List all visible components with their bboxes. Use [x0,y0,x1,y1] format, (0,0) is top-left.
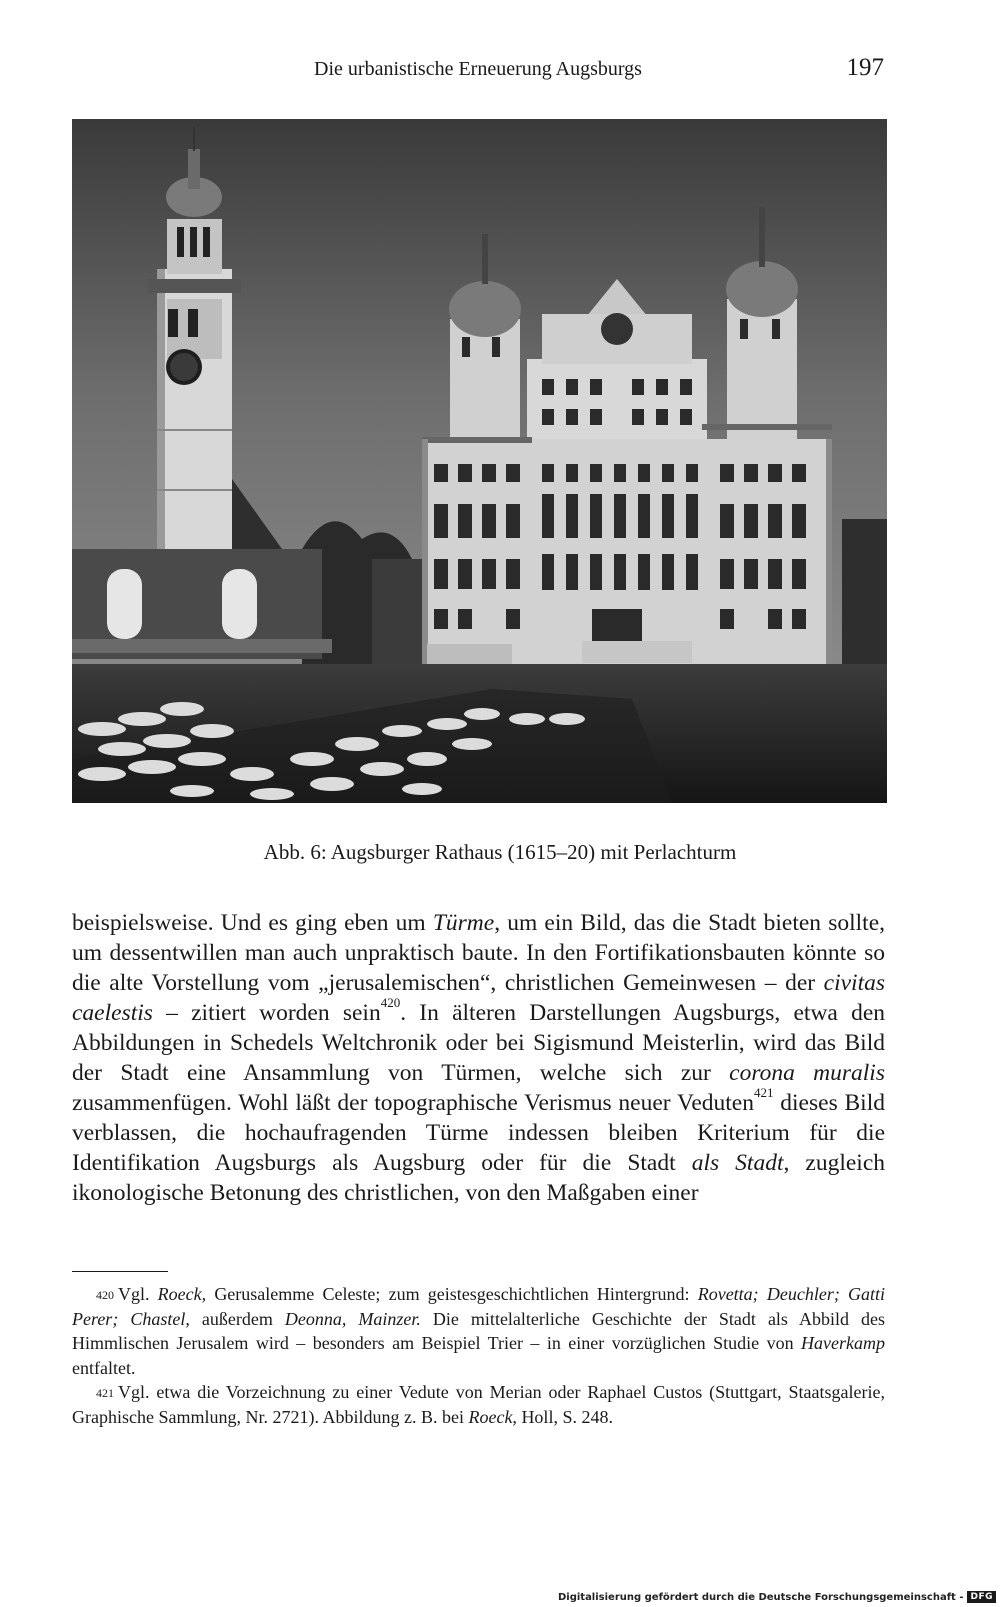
digitization-note: Digitalisierung gefördert durch die Deutsche Forschungsgemeinschaft - [557,1591,964,1603]
text-span: außerdem [189,1308,285,1329]
italic-term: als Stadt [691,1150,784,1176]
text-span: Die mittelalterliche Geschichte der Stadt als Abbild des Himmlischen Jerusalem wird – besonders am Beispiel Trier – in einer vorzüglichen Studie von [72,1308,885,1353]
footnote-number: 421 [96,1386,114,1400]
footnote-420 [72,1282,885,1380]
text-span: , um ein Bild, das die Stadt bieten sollte, um dessentwillen man auch unpraktisch baute. In den Fortifikationsbauten könnte so die alte Vorstellung vom „jerusalemischen“, christlichen Gemeinwesen – der [72,910,885,996]
text-span: zusammenfügen. Wohl läßt der topographische Verismus neuer Veduten [72,1090,754,1116]
italic-author: Haverkamp [801,1333,885,1353]
dfg-logo: DFG [967,1591,996,1603]
text-span: Vgl. etwa die Vorzeichnung zu einer Vedute von Merian oder Raphael Custos (Stuttgart, Staatsgalerie, Graphische Sammlung, Nr. 2721). Abbildung z. B. bei [72,1382,885,1427]
text-span: Gerusalemme Celeste; zum geistesgeschichtlichen Hintergrund: [206,1284,698,1304]
rathaus-photo [72,119,887,803]
figure-caption: Abb. 6: Augsburger Rathaus (1615–20) mit Perlachturm [263,840,737,864]
footnote-ref[interactable]: 420 [380,995,401,1010]
text-span: Holl, S. 248. [516,1406,613,1427]
figure-photograph [72,119,887,803]
footnotes [72,1282,885,1429]
italic-term: corona muralis [729,1060,885,1086]
text-span: – zitiert worden sein [152,1000,381,1026]
italic-author: Deonna, Mainzer. [284,1308,421,1329]
text-span: Vgl. [118,1284,158,1304]
italic-term: civitas caelestis [72,970,885,1026]
footnote-421 [72,1380,885,1429]
footnote-ref[interactable]: 421 [753,1085,774,1100]
italic-author: Rovetta; Deuchler; Gatti Perer; Chastel, [72,1284,885,1329]
text-span: dieses Bild verblassen, die hochaufragenden Türme indessen bleiben Kriterium für die Identifikation Augsburgs als Augsburg oder für die Stadt [72,1090,885,1176]
italic-term: Türme [432,910,495,936]
text-span: . In älteren Darstellungen Augsburgs, etwa den Abbildungen in Schedels Weltchronik oder bei Sigismund Meisterlin, wird das Bild der Stadt eine Ansammlung von Türmen, welche sich zur [72,1000,886,1086]
footnote-number: 420 [96,1288,114,1302]
italic-author: Roeck, [468,1406,517,1427]
digitization-footer [558,1591,996,1603]
body-paragraph [72,908,885,1208]
page-number: 197 [846,54,884,81]
text-span: beispielsweise. Und es ging eben um [72,910,433,936]
bus-right [582,641,692,663]
italic-author: Roeck, [157,1284,207,1304]
bus-left [427,644,512,664]
running-title: Die urbanistische Erneuerung Augsburgs [314,58,642,80]
running-head [72,54,884,88]
text-span: , zugleich ikonologische Betonung des christlichen, von den Maßgaben einer [72,1150,886,1206]
footnote-divider [72,1271,168,1272]
body-text [72,908,885,1208]
text-span: entfaltet. [72,1357,136,1378]
